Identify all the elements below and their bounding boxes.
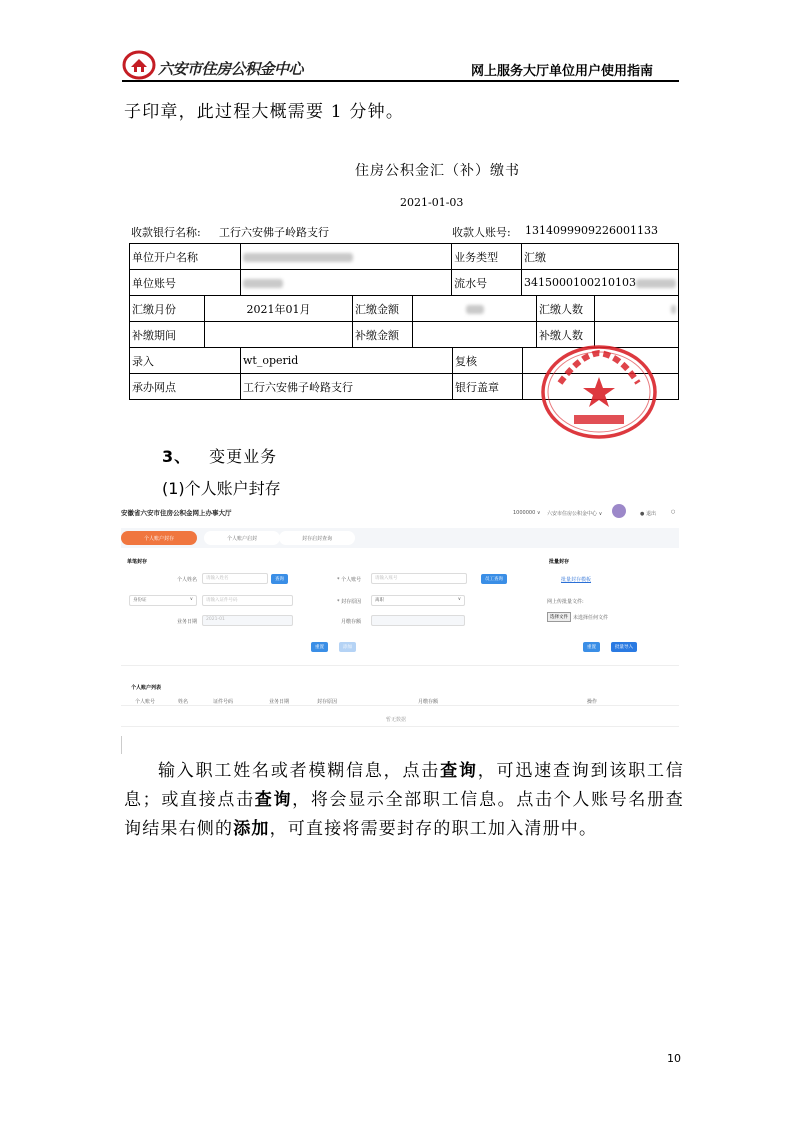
list-title: 个人账户列表 <box>131 685 162 691</box>
center-select[interactable]: 六安市住房公积金中心 ∨ <box>547 511 603 517</box>
avatar[interactable] <box>612 504 626 518</box>
payee-account-label: 收款人账号: <box>452 226 511 239</box>
name-label: 个人姓名 <box>177 577 198 583</box>
scroll-edge <box>121 736 122 754</box>
reason-select[interactable]: 离职 ∨ <box>371 595 465 606</box>
count-value <box>595 296 679 322</box>
section-heading-3: 3、 变更业务 <box>162 447 278 466</box>
app-title: 安徽省六安市住房公积金网上办事大厅 <box>121 509 232 517</box>
batch-template-link[interactable]: 批量封存模板 <box>561 577 592 583</box>
col-date: 业务日期 <box>269 699 290 705</box>
supp-amount-label: 补缴金额 <box>353 322 413 348</box>
name-input[interactable]: 请输入姓名 <box>202 573 268 584</box>
entry-value: wt_operid <box>241 348 453 374</box>
account-input[interactable]: 请输入账号 <box>371 573 467 584</box>
supp-count-label: 补缴人数 <box>537 322 595 348</box>
housing-fund-logo-icon <box>122 50 156 80</box>
top-text: 子印章，此过程大概需要 1 分钟。 <box>124 102 405 122</box>
biz-type-value: 汇缴 <box>522 244 679 270</box>
col-action: 操作 <box>587 699 598 705</box>
unit-name-value <box>240 244 451 270</box>
tab-personal-unseal[interactable]: 个人账户启封 <box>204 531 280 545</box>
amount-label: 汇缴金额 <box>353 296 413 322</box>
biz-date-label: 业务日期 <box>177 619 198 625</box>
section-heading-personal-seal: (1)个人账户封存 <box>162 479 281 498</box>
tab-personal-seal[interactable]: 个人账户封存 <box>121 531 197 545</box>
amount-value <box>413 296 537 322</box>
receipt-table-top <box>129 243 679 296</box>
reason-label: * 封存原因 <box>337 599 362 605</box>
payee-account-value: 1314099909226001133 <box>525 224 658 237</box>
single-seal-heading: 单笔封存 <box>127 559 148 565</box>
more-icon[interactable]: ○ <box>671 509 676 515</box>
receipt-date: 2021-01-03 <box>400 196 464 209</box>
unit-select[interactable]: 1000000 ∨ <box>513 510 541 516</box>
stamp-label: 银行盖章 <box>453 374 523 400</box>
guide-title: 网上服务大厅单位用户使用指南 <box>471 64 654 79</box>
bank-value: 工行六安佛子岭路支行 <box>219 226 329 239</box>
choose-file-button[interactable]: 选择文件 <box>547 612 571 622</box>
table-divider <box>121 726 679 727</box>
batch-reset-button[interactable]: 重置 <box>583 642 600 652</box>
receipt-table-middle <box>129 295 679 348</box>
cert-number-input[interactable]: 请输入证件号码 <box>202 595 293 606</box>
batch-seal-heading: 批量封存 <box>549 559 570 565</box>
employee-query-button[interactable]: 员工查询 <box>481 574 507 584</box>
embedded-screenshot <box>121 504 679 754</box>
page-number: 10 <box>667 1052 681 1065</box>
account-label: * 个人账号 <box>337 577 362 583</box>
add-button[interactable]: 添加 <box>339 642 356 652</box>
empty-state: 暂无数据 <box>386 717 407 723</box>
receipt-title: 住房公积金汇（补）缴书 <box>355 163 520 179</box>
unit-account-label: 单位账号 <box>130 270 241 296</box>
branch-label: 承办网点 <box>130 374 241 400</box>
review-label: 复核 <box>453 348 523 374</box>
supp-amount-value <box>413 322 537 348</box>
unit-name-label: 单位开户名称 <box>130 244 241 270</box>
col-cert: 证件号码 <box>213 699 234 705</box>
unit-account-value <box>240 270 451 296</box>
header-divider <box>122 80 679 82</box>
monthly-deposit-input[interactable] <box>371 615 465 626</box>
reset-button[interactable]: 重置 <box>311 642 328 652</box>
supp-period-value <box>205 322 353 348</box>
month-value: 2021年01月 <box>205 296 353 322</box>
query-button[interactable]: 查询 <box>271 574 288 584</box>
logout-link[interactable]: ● 退出 <box>640 511 656 517</box>
col-reason: 封存原因 <box>317 699 338 705</box>
cert-type-select[interactable]: 身份证 ∨ <box>129 595 197 606</box>
supp-count-value <box>595 322 679 348</box>
branch-value: 工行六安佛子岭路支行 <box>241 374 453 400</box>
batch-import-button[interactable]: 批量导入 <box>611 642 637 652</box>
count-label: 汇缴人数 <box>537 296 595 322</box>
biz-type-label: 业务类型 <box>452 244 522 270</box>
col-name: 姓名 <box>178 699 189 705</box>
serial-label: 流水号 <box>452 270 522 296</box>
col-monthly: 月缴存额 <box>418 699 439 705</box>
col-account: 个人账号 <box>135 699 156 705</box>
bank-label: 收款银行名称: <box>131 226 201 239</box>
upload-label: 网上传批量文件: <box>547 599 584 605</box>
org-name: 六安市住房公积金中心 <box>158 60 304 78</box>
serial-value: 3415000100210103 <box>522 270 679 296</box>
supp-period-label: 补缴期间 <box>130 322 205 348</box>
bank-seal-icon <box>540 345 658 440</box>
entry-label: 录入 <box>130 348 241 374</box>
month-label: 汇缴月份 <box>130 296 205 322</box>
instruction-paragraph: 输入职工姓名或者模糊信息，点击查询，可迅速查询到该职工信息；或直接点击查询，将会显示全部职工信息。点击个人账号名册查询结果右侧的添加，可直接将需要封存的职工加入清册中。 <box>124 761 685 839</box>
monthly-deposit-label: 月缴存额 <box>341 619 362 625</box>
no-file-text: 未选择任何文件 <box>573 615 609 621</box>
tab-seal-query[interactable]: 封存启封查询 <box>279 531 355 545</box>
biz-date-input[interactable]: 2021-01 <box>202 615 293 626</box>
